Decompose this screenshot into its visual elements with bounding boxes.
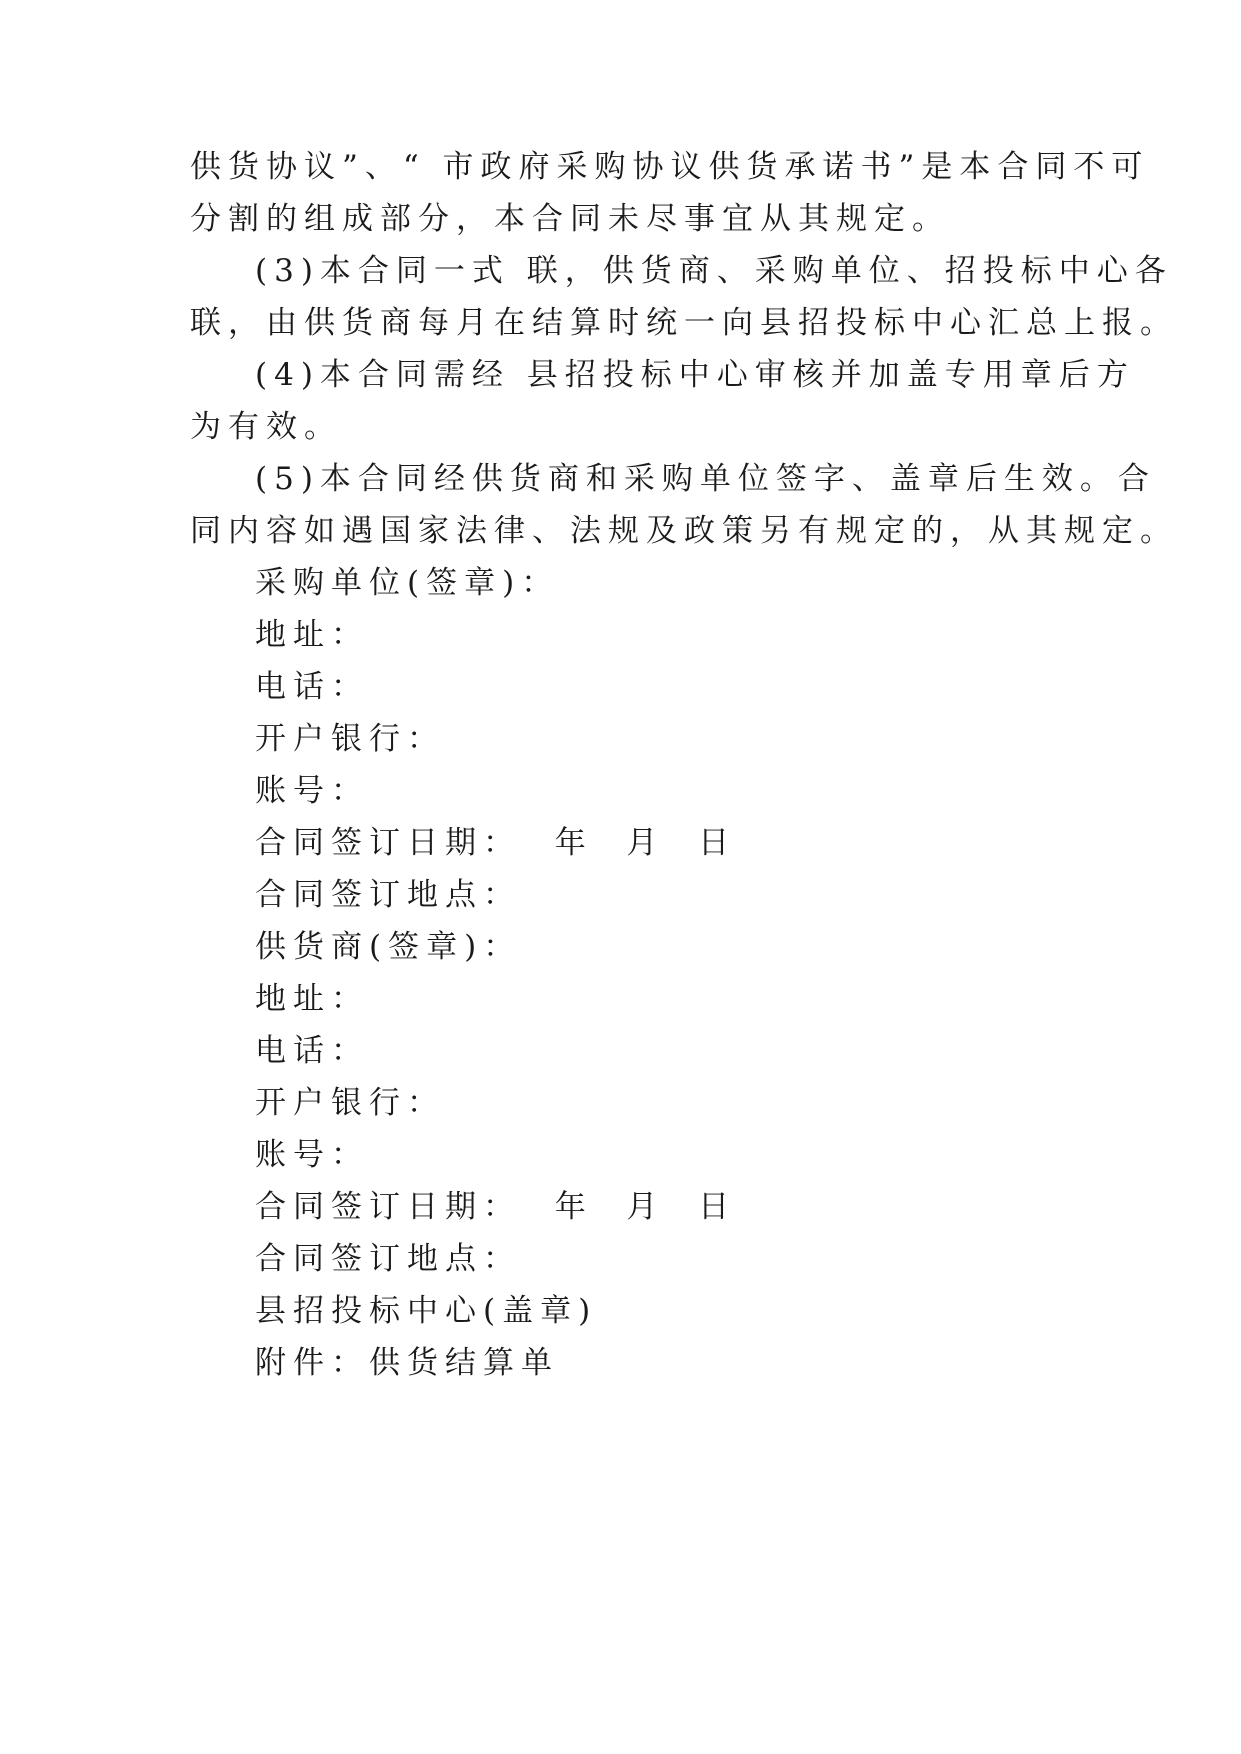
purchaser-bank-label: 开户银行： [255, 721, 445, 757]
purchaser-phone-label: 电话： [255, 669, 369, 705]
purchaser-address-label: 地址： [255, 617, 369, 653]
clause-4-line-1: (4)本合同需经 县招投标中心审核并加盖专用章后方 [255, 357, 1135, 393]
purchaser-date-label: 合同签订日期： 年 月 日 [255, 825, 737, 861]
supplier-unit-label: 供货商(签章)： [255, 929, 522, 965]
supplier-account-label: 账号： [255, 1137, 369, 1173]
bidding-center-seal-label: 县招投标中心(盖章) [255, 1293, 598, 1329]
supplier-phone-label: 电话： [255, 1033, 369, 1069]
purchaser-place-label: 合同签订地点： [255, 877, 521, 913]
supplier-place-label: 合同签订地点： [255, 1241, 521, 1277]
paragraph-2-line-1: 供货协议”、“ 市政府采购协议供货承诺书”是本合同不可 [190, 149, 1150, 185]
supplier-date-label: 合同签订日期： 年 月 日 [255, 1189, 737, 1225]
clause-5-line-1: (5)本合同经供货商和采购单位签字、盖章后生效。合 [255, 461, 1156, 497]
paragraph-2-line-2: 分割的组成部分，本合同未尽事宜从其规定。 [190, 201, 950, 237]
supplier-bank-label: 开户银行： [255, 1085, 445, 1121]
clause-3-line-2: 联，由供货商每月在结算时统一向县招投标中心汇总上报。 [190, 305, 1178, 341]
clause-5-line-2: 同内容如遇国家法律、法规及政策另有规定的，从其规定。 [190, 513, 1178, 549]
purchaser-unit-label: 采购单位(签章)： [255, 565, 560, 601]
attachment-label: 附件：供货结算单 [255, 1345, 559, 1381]
supplier-address-label: 地址： [255, 981, 369, 1017]
clause-4-line-2: 为有效。 [190, 409, 342, 445]
purchaser-account-label: 账号： [255, 773, 369, 809]
clause-3-line-1: (3)本合同一式 联，供货商、采购单位、招投标中心各 [255, 253, 1173, 289]
